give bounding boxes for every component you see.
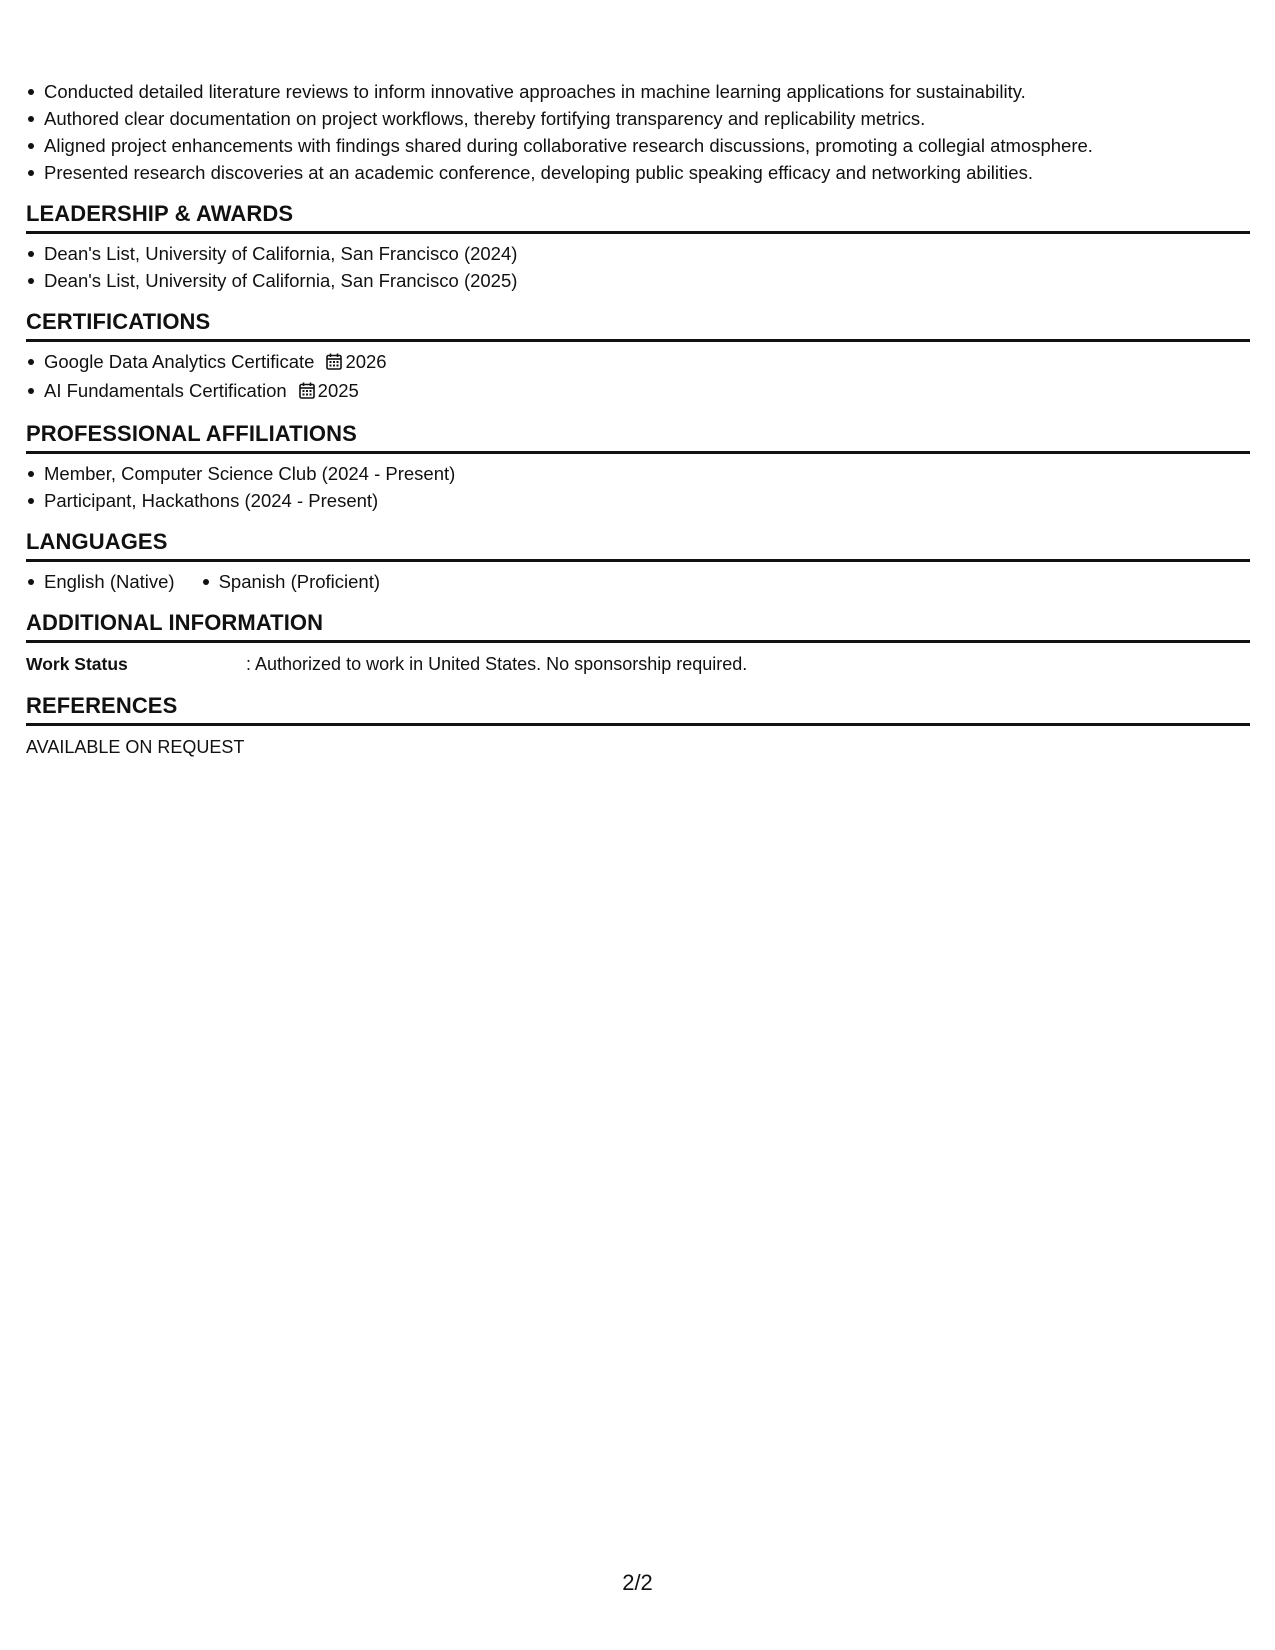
section-title-references: REFERENCES	[26, 692, 1250, 726]
language-item: English (Native)	[44, 568, 175, 595]
languages-list	[26, 568, 1250, 595]
certification-item	[44, 348, 1250, 377]
certification-name: AI Fundamentals Certification	[44, 380, 287, 401]
section-title-leadership: LEADERSHIP & AWARDS	[26, 200, 1250, 234]
references-text: AVAILABLE ON REQUEST	[26, 737, 245, 757]
affiliations-list	[26, 460, 1250, 514]
additional-info-section	[26, 609, 1250, 678]
certification-year: 2026	[345, 351, 387, 372]
experience-bullet: Aligned project enhancements with findings shared during collaborative research discussions, promoting a collegial atmosphere.	[44, 132, 1250, 159]
affiliations-section	[26, 420, 1250, 514]
leadership-section	[26, 200, 1250, 294]
leadership-item: Dean's List, University of California, San Francisco (2025)	[44, 267, 1250, 294]
affiliation-item: Member, Computer Science Club (2024 - Present)	[44, 460, 1250, 487]
work-status-value: : Authorized to work in United States. No sponsorship required.	[246, 654, 748, 674]
work-status-row	[26, 649, 1250, 678]
calendar-icon	[326, 350, 342, 377]
certifications-list	[26, 348, 1250, 406]
work-status-label: Work Status	[26, 654, 128, 674]
page-number: 2/2	[622, 1570, 653, 1595]
language-item: Spanish (Proficient)	[219, 568, 380, 595]
section-title-languages: LANGUAGES	[26, 528, 1250, 562]
experience-bullet: Presented research discoveries at an academic conference, developing public speaking efficacy and networking abilities.	[44, 159, 1250, 186]
affiliation-item: Participant, Hackathons (2024 - Present)	[44, 487, 1250, 514]
resume-page	[26, 78, 1250, 761]
section-title-additional-info: ADDITIONAL INFORMATION	[26, 609, 1250, 643]
certifications-section	[26, 308, 1250, 406]
experience-bullet-list	[26, 78, 1250, 186]
leadership-item: Dean's List, University of California, San Francisco (2024)	[44, 240, 1250, 267]
languages-section	[26, 528, 1250, 595]
certification-name: Google Data Analytics Certificate	[44, 351, 315, 372]
calendar-icon	[299, 379, 315, 406]
experience-bullet: Authored clear documentation on project workflows, thereby fortifying transparency and replicability metrics.	[44, 105, 1250, 132]
section-title-affiliations: PROFESSIONAL AFFILIATIONS	[26, 420, 1250, 454]
references-section	[26, 692, 1250, 761]
certification-year: 2025	[317, 380, 359, 401]
certification-item	[44, 377, 1250, 406]
experience-bullet: Conducted detailed literature reviews to inform innovative approaches in machine learning applications for sustainability.	[44, 78, 1250, 105]
section-title-certifications: CERTIFICATIONS	[26, 308, 1250, 342]
leadership-list	[26, 240, 1250, 294]
